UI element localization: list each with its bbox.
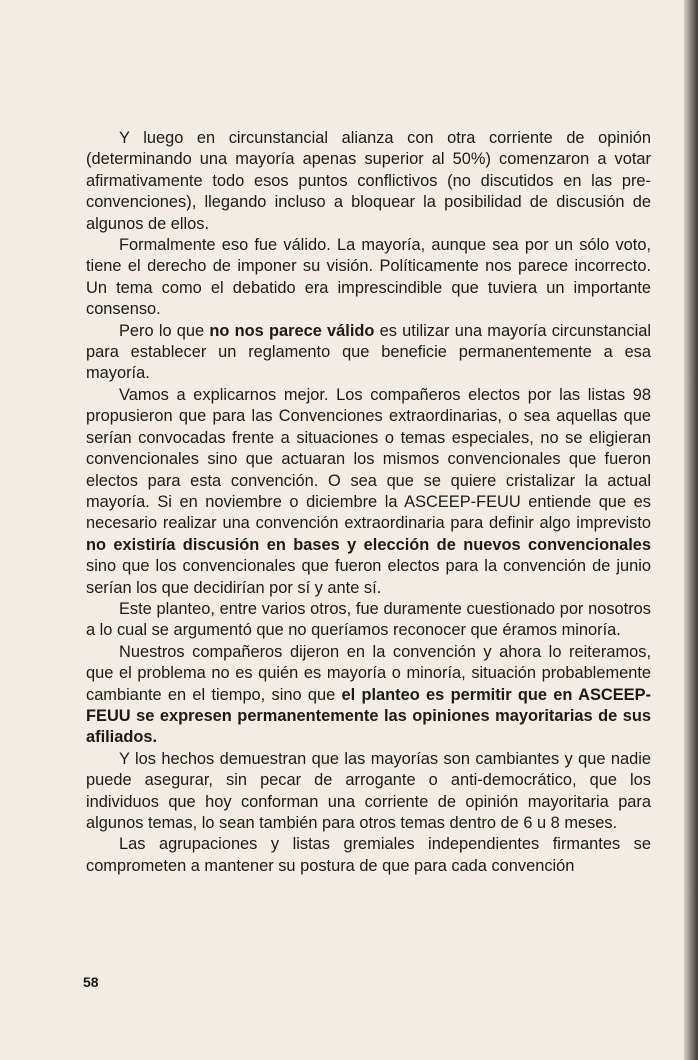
body-text <box>86 128 651 877</box>
page-edge-shadow <box>684 0 698 1060</box>
paragraph <box>86 749 651 835</box>
paragraph <box>86 599 651 642</box>
text-run: Vamos a explicarnos mejor. Los compañeros electos por las listas 98 propusieron que para las Convenciones extraordinarias, o sea aquellas que serían convocadas frente a situaciones o temas especiales, no se eligieran convencionales sino que actuaran los mismos convencionales que fueron electos para esta convención. O sea que se quiere cristalizar la actual mayoría. Si en noviembre o diciembre la ASCEEP-FEUU entiende que es necesario realizar una convención extraordinaria para definir algo imprevisto <box>86 385 651 533</box>
text-run: sino que los convencionales que fueron electos para la convención de junio serían los que decidirían por sí y ante sí. <box>86 557 651 597</box>
text-run: Y los hechos demuestran que las mayorías son cambiantes y que nadie puede asegurar, sin pecar de arrogante o anti-democrático, que los individuos que hoy conforman una corriente de opinión mayoritaria para algunos temas, lo sean también para otros temas dentro de 6 u 8 meses. <box>86 749 651 832</box>
paragraph <box>86 385 651 599</box>
text-run: Las agrupaciones y listas gremiales independientes firmantes se comprometen a mantener su postura de que para cada convención <box>86 835 651 875</box>
text-run: es utilizar una mayoría circunstancial para establecer un reglamento que beneficie permanentemente a esa mayoría. <box>86 321 652 383</box>
bold-text: el planteo es permitir que en ASCEEP-FEUU se expresen permanentemente las opiniones mayoritarias de sus afiliados. <box>86 685 651 747</box>
text-run: Y luego en circunstancial alianza con otra corriente de opinión (determinando una mayoría apenas superior al 50%) comenzaron a votar afirmativamente todo esos puntos conflictivos (no discutidos en las pre-convenciones), llegando incluso a bloquear la posibilidad de discusión de algunos de ellos. <box>86 129 651 233</box>
page-number: 58 <box>83 974 99 990</box>
paragraph <box>86 321 651 385</box>
paragraph <box>86 235 651 321</box>
bold-text: no existiría discusión en bases y elección de nuevos convencionales <box>86 535 651 554</box>
text-run: Pero lo que <box>119 321 210 340</box>
paragraph <box>86 128 651 235</box>
paragraph <box>86 834 651 877</box>
text-run: Este planteo, entre varios otros, fue duramente cuestionado por nosotros a lo cual se argumentó que no queríamos reconocer que éramos minoría. <box>86 599 651 640</box>
text-run: Formalmente eso fue válido. La mayoría, aunque sea por un sólo voto, tiene el derecho de imponer su visión. Políticamente nos parece incorrecto. Un tema como el debatido era imprescindible que tuviera un importante consenso. <box>86 236 651 319</box>
bold-text: no nos parece válido <box>209 321 375 340</box>
paragraph <box>86 642 651 749</box>
text-run: Nuestros compañeros dijeron en la convención y ahora lo reiteramos, que el problema no es quién es mayoría o minoría, situación probablemente cambiante en el tiempo, sino que <box>86 642 651 704</box>
